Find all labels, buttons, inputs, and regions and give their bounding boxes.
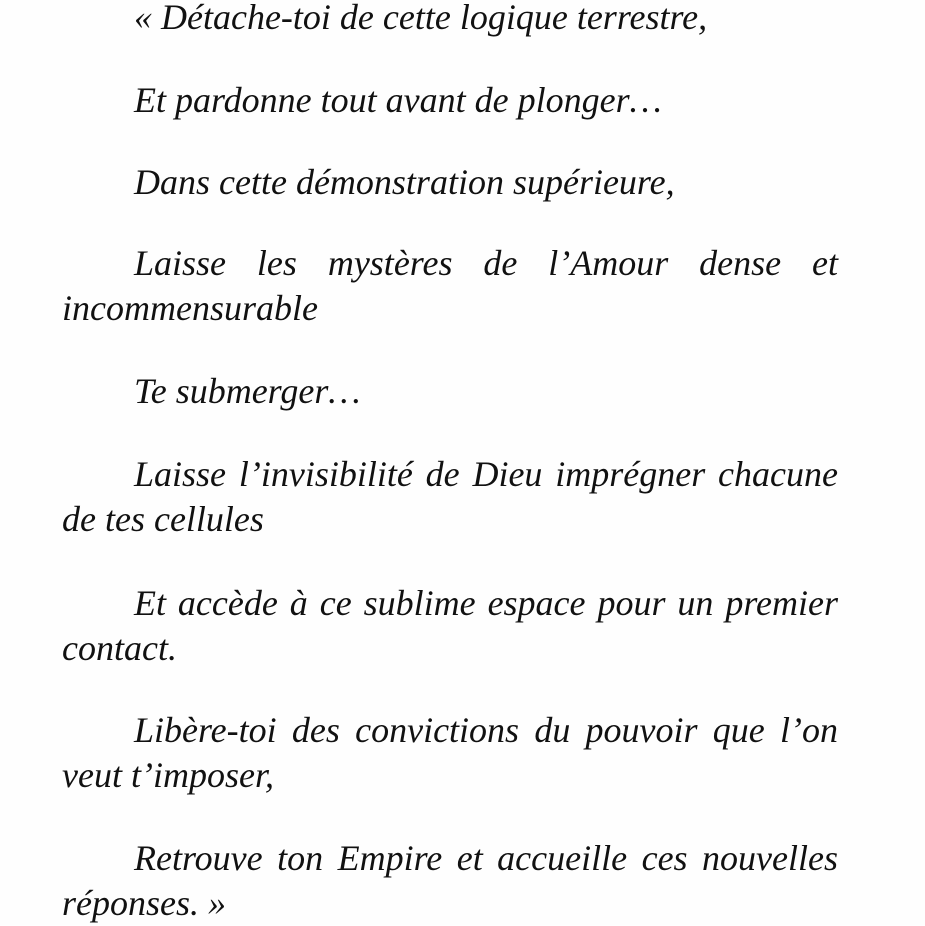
poem-line-4: Laisse les mystères de l’Amour dense et incommensurable	[62, 243, 838, 328]
poem-line-8: Libère-toi des convictions du pouvoir que l’on veut t’imposer,	[62, 710, 838, 795]
poem-line-5: Te submerger…	[134, 371, 361, 411]
poem-line-2: Et pardonne tout avant de plonger…	[134, 80, 662, 120]
poem-line-7: Et accède à ce sublime espace pour un premier contact.	[62, 583, 838, 668]
poem-line-3: Dans cette démonstration supérieure,	[134, 162, 675, 202]
poem-line-1: « Détache-toi de cette logique terrestre,	[134, 0, 708, 37]
poem-line-9: Retrouve ton Empire et accueille ces nouvelles réponses. »	[62, 838, 838, 923]
poem-line-6: Laisse l’invisibilité de Dieu imprégner chacune de tes cellules	[62, 454, 838, 539]
